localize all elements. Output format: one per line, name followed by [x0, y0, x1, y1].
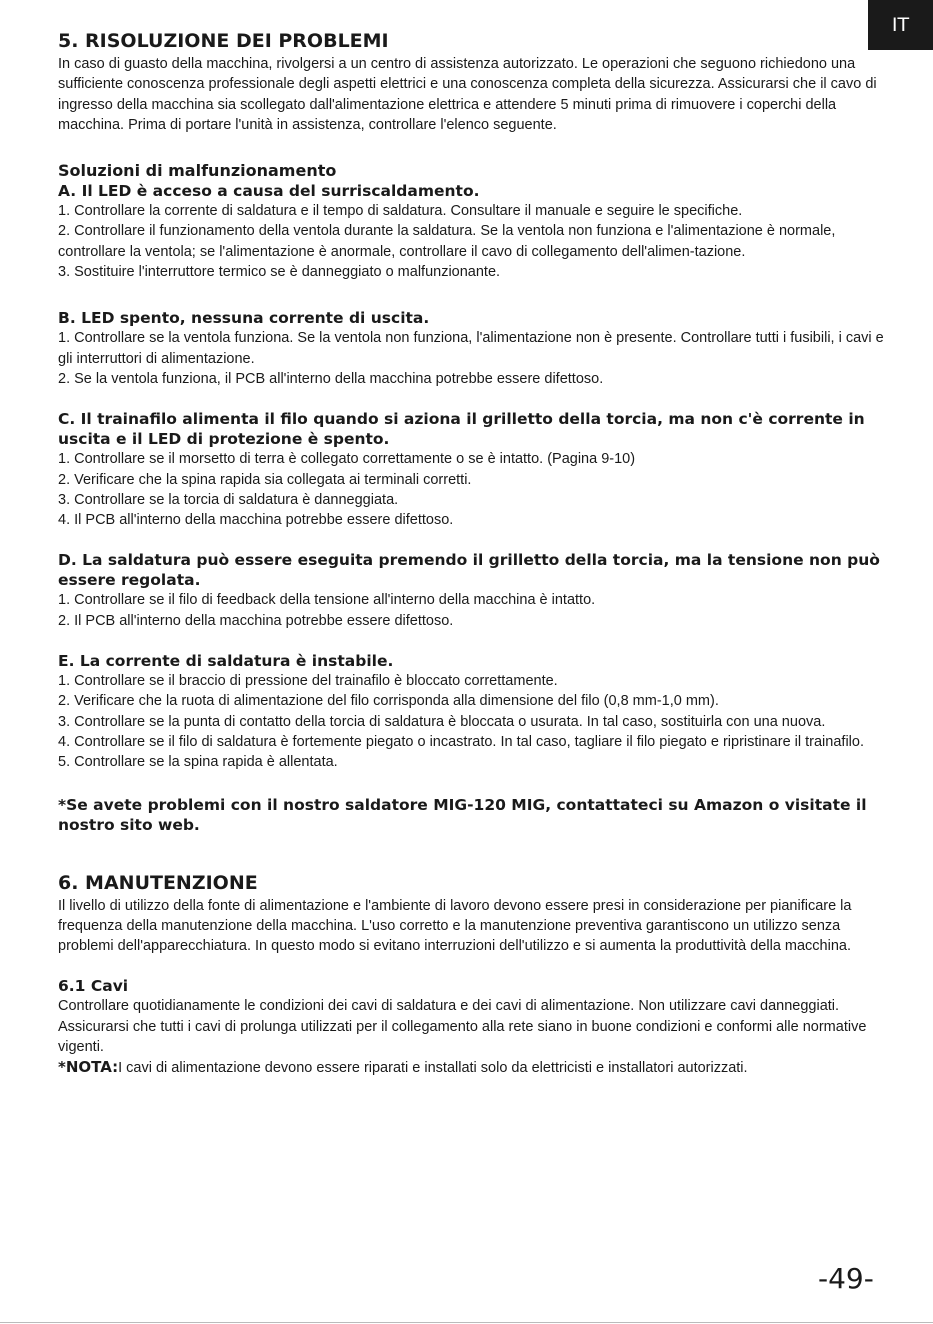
section6-intro: Il livello di utilizzo della fonte di alimentazione e l'ambiente di lavoro devono essere presi in considerazione per pianificare la frequenza della manutenzione della macchina. L'uso corretto e la manutenzione preventiva garantiscono un utilizzo senza problemi dell'apparecchiatura. In questo modo si evitano interruzioni dell'utilizzo e si aumenta la produttività della macchina.: [58, 897, 852, 955]
cables-note: [58, 1057, 890, 1078]
issue-a-title: A. Il LED è acceso a causa del surriscaldamento.: [58, 182, 480, 201]
issue-e-item: 3. Controllare se la punta di contatto della torcia di saldatura è bloccata o usurata. In tal caso, sostituirla con una nuova.: [58, 713, 826, 730]
issue-e-item: 5. Controllare se la spina rapida è allentata.: [58, 754, 338, 771]
issue-a-item: 1. Controllare la corrente di saldatura e il tempo di saldatura. Consultare il manuale e seguire le specifiche.: [58, 203, 743, 220]
issue-c-title: C. Il trainafilo alimenta il filo quando si aziona il grilletto della torcia, ma non c'è corrente in uscita e il LED di protezione è spento.: [58, 410, 865, 449]
issue-c-item: 1. Controllare se il morsetto di terra è collegato correttamente o se è intatto. (Pagina 9-10): [58, 451, 636, 468]
issue-e-title: E. La corrente di saldatura è instabile.: [58, 652, 394, 671]
issue-b-item: 1. Controllare se la ventola funziona. Se la ventola non funziona, l'alimentazione non è presente. Controllare tutti i fusibili, i cavi e gli interruttori di alimentazione.: [58, 330, 884, 367]
note-label: *NOTA:: [58, 1058, 119, 1077]
cables-title: 6.1 Cavi: [58, 977, 129, 996]
bottom-divider: [0, 1322, 933, 1323]
issue-e-item: 4. Controllare se il filo di saldatura è fortemente piegato o incastrato. In tal caso, tagliare il filo piegato e ripristinare il trainafilo.: [58, 733, 864, 750]
section5-intro: In caso di guasto della macchina, rivolgersi a un centro di assistenza autorizzato. Le operazioni che seguono richiedono una sufficiente conoscenza professionale degli aspetti elettrici e una conoscenza completa della sicurezza. Assicurarsi che il cavo di ingresso della macchina sia scollegato dall'alimentazione elettrica e attendere 5 minuti prima di rimuovere i coperchi della macchina. Prima di portare l'unità in assistenza, controllare l'elenco seguente.: [58, 56, 877, 133]
cables-text: Controllare quotidianamente le condizioni dei cavi di saldatura e dei cavi di alimentazione. Non utilizzare cavi danneggiati. Assicurarsi che tutti i cavi di prolunga utilizzati per il collegamento alla rete siano in buone condizioni e conformi alle normative vigenti.: [58, 998, 867, 1056]
issue-c-item: 2. Verificare che la spina rapida sia collegata ai terminali corretti.: [58, 471, 472, 488]
issue-c-item: 4. Il PCB all'interno della macchina potrebbe essere difettoso.: [58, 512, 454, 529]
page-number: -49-: [818, 1262, 874, 1295]
issue-d-item: 1. Controllare se il filo di feedback della tensione all'interno della macchina è intatto.: [58, 592, 596, 609]
issue-b-title: B. LED spento, nessuna corrente di uscita.: [58, 309, 430, 328]
issue-b-item: 2. Se la ventola funziona, il PCB all'interno della macchina potrebbe essere difettoso.: [58, 370, 604, 387]
language-label: IT: [891, 14, 910, 36]
issue-e-item: 1. Controllare se il braccio di pressione del trainafilo è bloccato correttamente.: [58, 673, 558, 690]
issue-a-item: 3. Sostituire l'interruttore termico se è danneggiato o malfunzionante.: [58, 264, 501, 281]
page-content: [58, 30, 890, 1079]
issue-d-item: 2. Il PCB all'interno della macchina potrebbe essere difettoso.: [58, 612, 454, 629]
section5-title: 5. RISOLUZIONE DEI PROBLEMI: [58, 30, 389, 52]
issue-d-title: D. La saldatura può essere eseguita premendo il grilletto della torcia, ma la tensione non può essere regolata.: [58, 551, 880, 590]
troubleshooting-subtitle: Soluzioni di malfunzionamento: [58, 161, 337, 181]
contact-note: *Se avete problemi con il nostro saldatore MIG-120 MIG, contattateci su Amazon o visitate il nostro sito web.: [58, 795, 867, 835]
issue-c-item: 3. Controllare se la torcia di saldatura è danneggiata.: [58, 491, 399, 508]
issue-e-item: 2. Verificare che la ruota di alimentazione del filo corrisponda alla dimensione del filo (0,8 mm-1,0 mm).: [58, 693, 719, 710]
note-text: I cavi di alimentazione devono essere riparati e installati solo da elettricisti e installatori autorizzati.: [118, 1060, 748, 1077]
issue-a-item: 2. Controllare il funzionamento della ventola durante la saldatura. Se la ventola non funziona e l'alimentazione è normale, controllare la ventola; se l'alimentazione è anormale, controllare il cavo di collegamento dell'alimen-tazione.: [58, 223, 836, 260]
section6-title: 6. MANUTENZIONE: [58, 871, 258, 894]
